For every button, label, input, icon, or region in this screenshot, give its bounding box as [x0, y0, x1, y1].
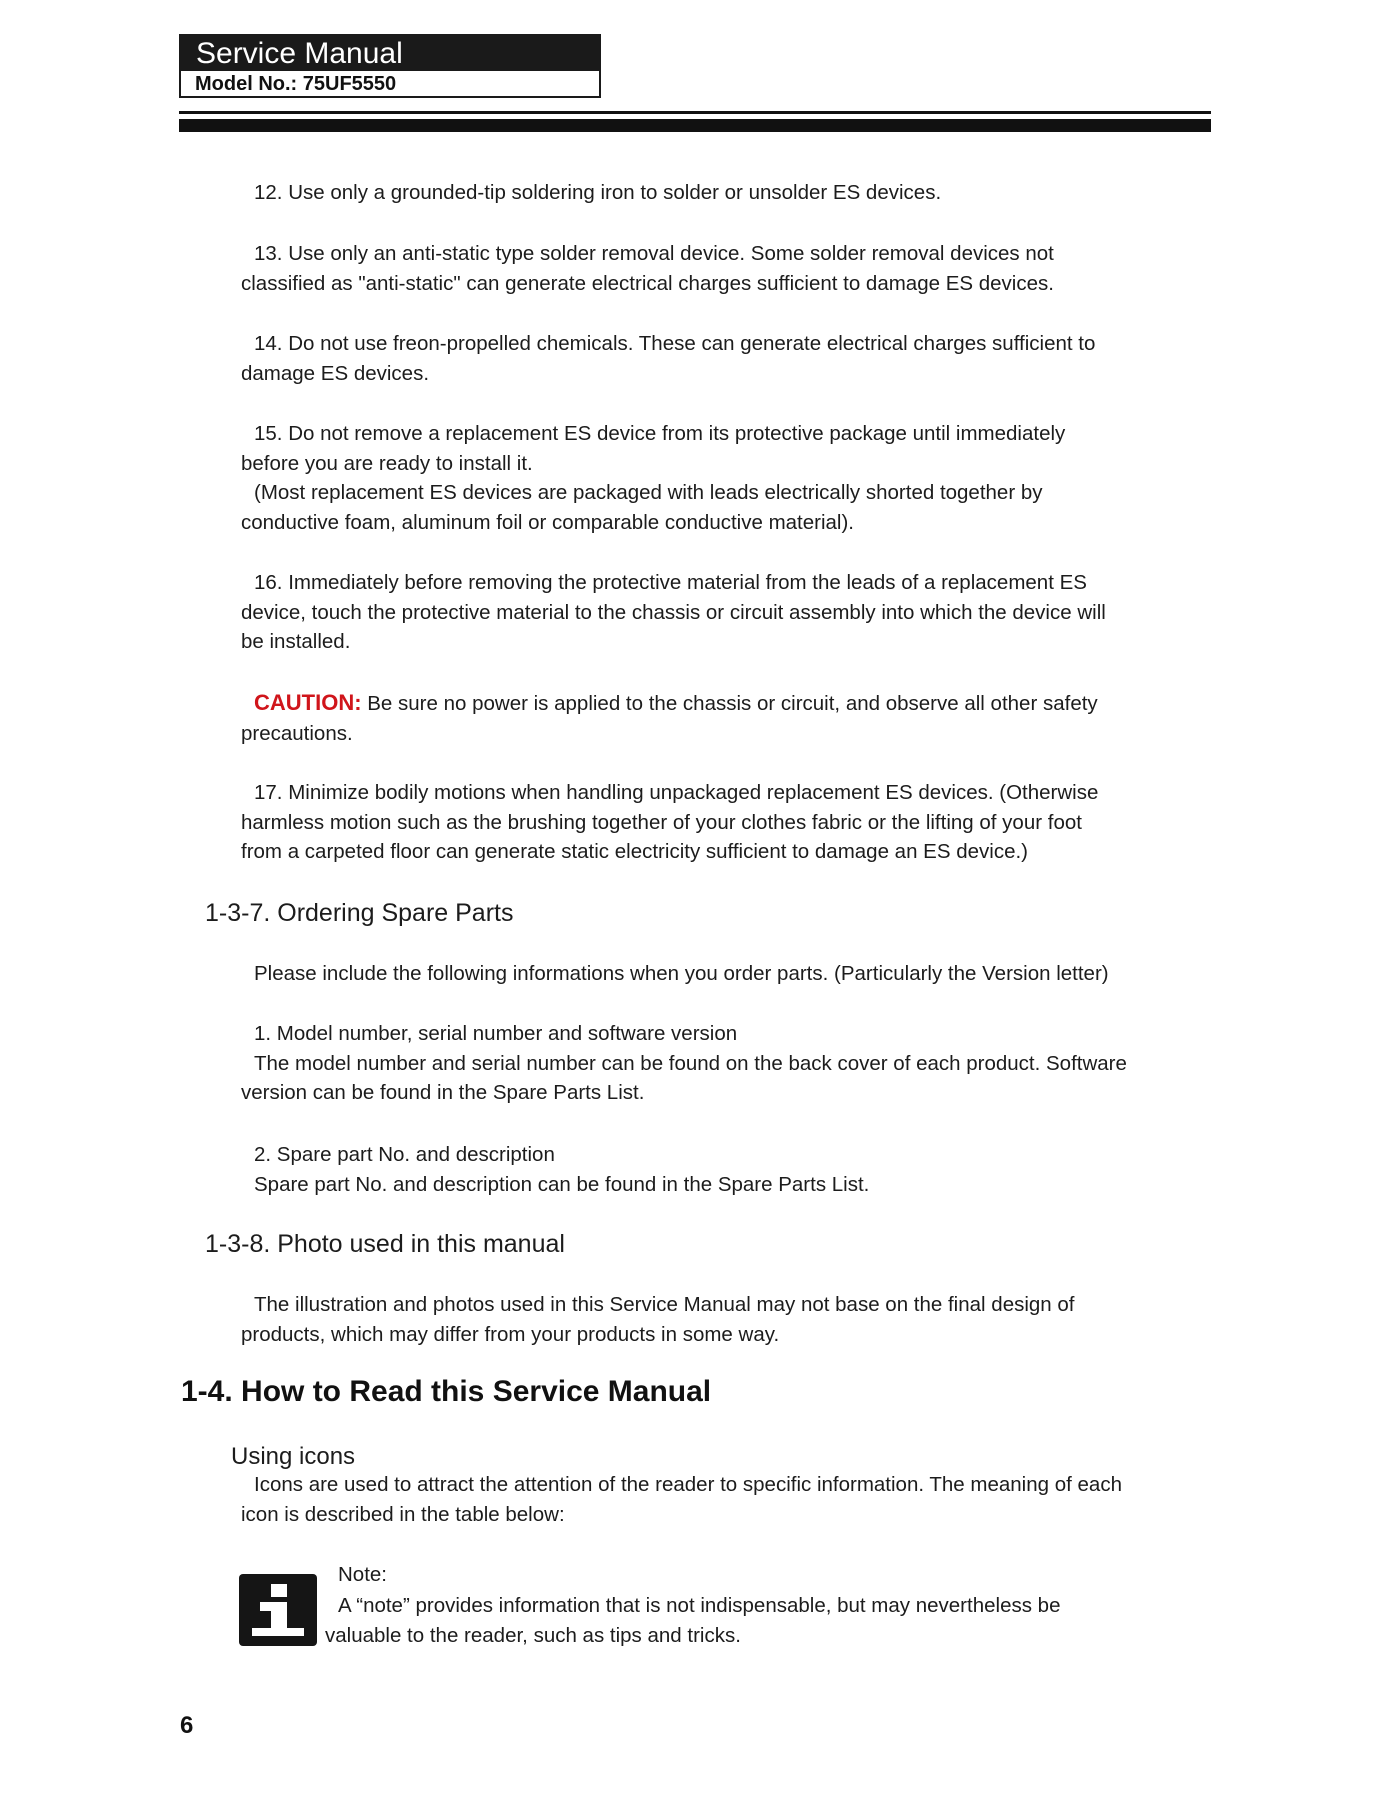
item-16-line-2: device, touch the protective material to the chassis or circuit assembly into which the device will	[241, 600, 1106, 624]
item-17-line-2: harmless motion such as the brushing together of your clothes fabric or the lifting of your foot	[241, 810, 1082, 834]
item-16-line-1: 16. Immediately before removing the protective material from the leads of a replacement ES	[254, 571, 1087, 594]
caution-line-1	[241, 688, 1171, 719]
photo-line-1: The illustration and photos used in this Service Manual may not base on the final design of	[254, 1293, 1075, 1316]
using-icons-paragraph	[241, 1470, 1171, 1529]
spare-parts-item-1-line-1: The model number and serial number can be found on the back cover of each product. Software	[254, 1051, 1127, 1075]
spare-parts-item-2-title: 2. Spare part No. and description	[254, 1143, 555, 1166]
item-15-line-4: conductive foam, aluminum foil or comparable conductive material).	[241, 510, 854, 534]
using-icons-line-2: icon is described in the table below:	[241, 1502, 565, 1526]
section-heading-photo: 1-3-8. Photo used in this manual	[205, 1230, 565, 1258]
item-15	[241, 419, 1171, 537]
header-rule-thin	[179, 111, 1211, 114]
item-17	[241, 778, 1171, 867]
subheading-using-icons: Using icons	[231, 1443, 356, 1470]
note-description	[325, 1560, 1168, 1652]
header-box	[179, 34, 601, 98]
info-icon	[238, 1573, 318, 1647]
spare-parts-item-1-title: 1. Model number, serial number and software version	[254, 1022, 738, 1045]
using-icons-line-1: Icons are used to attract the attention of the reader to specific information. The meaning of each	[254, 1473, 1122, 1496]
caution-line-2: precautions.	[241, 721, 353, 745]
item-14	[241, 329, 1171, 388]
spare-parts-item-2	[241, 1140, 1171, 1199]
spare-parts-item-1	[241, 1019, 1171, 1108]
item-17-line-3: from a carpeted floor can generate static electricity sufficient to damage an ES device.)	[241, 840, 1028, 863]
item-13-line-1: 13. Use only an anti-static type solder removal device. Some solder removal devices not	[254, 242, 1054, 265]
header-rule-thick	[179, 119, 1211, 132]
item-12	[241, 178, 1171, 208]
item-14-line-1: 14. Do not use freon-propelled chemicals. These can generate electrical charges sufficient to	[254, 332, 1096, 355]
item-17-line-1: 17. Minimize bodily motions when handling unpackaged replacement ES devices. (Otherwise	[254, 781, 1099, 804]
photo-paragraph	[241, 1290, 1171, 1349]
note-line-1: A “note” provides information that is not indispensable, but may nevertheless be	[338, 1593, 1061, 1617]
item-13-line-2: classified as "anti-static" can generate electrical charges sufficient to damage ES devices.	[241, 271, 1054, 295]
header-title: Service Manual	[181, 36, 599, 71]
caution-text: Be sure no power is applied to the chassis or circuit, and observe all other safety	[367, 692, 1098, 715]
item-16	[241, 568, 1171, 657]
section-heading-how-to-read: 1-4. How to Read this Service Manual	[181, 1375, 712, 1408]
item-12-text: 12. Use only a grounded-tip soldering iron to solder or unsolder ES devices.	[254, 181, 942, 204]
spare-parts-item-2-line-1: Spare part No. and description can be found in the Spare Parts List.	[254, 1172, 870, 1196]
spare-parts-intro-text: Please include the following informations when you order parts. (Particularly the Version letter)	[254, 962, 1109, 985]
item-15-line-1: 15. Do not remove a replacement ES device from its protective package until immediately	[254, 422, 1066, 445]
caution-note	[241, 688, 1171, 748]
section-heading-ordering-spare-parts: 1-3-7. Ordering Spare Parts	[205, 899, 514, 927]
item-15-line-2: before you are ready to install it.	[241, 451, 533, 475]
caution-label: CAUTION:	[254, 690, 362, 715]
header-model-number: Model No.: 75UF5550	[195, 73, 397, 95]
photo-line-2: products, which may differ from your products in some way.	[241, 1322, 780, 1346]
item-16-line-3: be installed.	[241, 630, 351, 653]
note-title: Note:	[338, 1563, 387, 1586]
item-14-line-2: damage ES devices.	[241, 361, 430, 385]
spare-parts-intro	[241, 959, 1171, 989]
item-13	[241, 239, 1171, 298]
page-number: 6	[180, 1712, 194, 1739]
item-15-line-3: (Most replacement ES devices are packaged with leads electrically shorted together by	[254, 481, 1043, 504]
note-line-2: valuable to the reader, such as tips and tricks.	[325, 1624, 741, 1647]
spare-parts-item-1-line-2: version can be found in the Spare Parts List.	[241, 1081, 645, 1104]
